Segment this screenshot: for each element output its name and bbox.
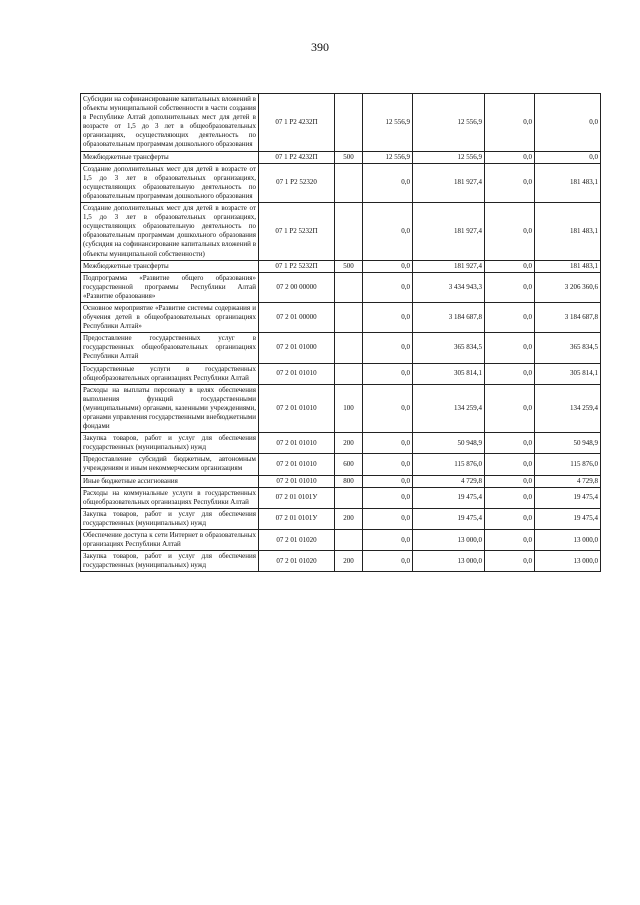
amount-4-cell: 3 206 360,6 xyxy=(535,272,601,302)
target-code-cell: 07 2 01 01010 xyxy=(259,384,335,432)
amount-3-cell: 0,0 xyxy=(485,508,535,529)
expense-type-cell xyxy=(335,203,363,261)
expense-name-cell: Расходы на коммунальные услуги в государственных общеобразовательных организациях Республики Алтай xyxy=(81,487,259,508)
amount-2-cell: 13 000,0 xyxy=(413,530,485,551)
expense-name-cell: Межбюджетные трансферты xyxy=(81,260,259,272)
amount-3-cell: 0,0 xyxy=(485,163,535,202)
amount-3-cell: 0,0 xyxy=(485,384,535,432)
table-row xyxy=(81,333,601,363)
table-row xyxy=(81,487,601,508)
amount-2-cell: 181 927,4 xyxy=(413,260,485,272)
amount-4-cell: 305 814,1 xyxy=(535,363,601,384)
table-row xyxy=(81,508,601,529)
target-code-cell: 07 2 01 0101У xyxy=(259,508,335,529)
amount-3-cell: 0,0 xyxy=(485,302,535,332)
expense-type-cell xyxy=(335,530,363,551)
target-code-cell: 07 2 01 01020 xyxy=(259,530,335,551)
expense-type-cell: 800 xyxy=(335,475,363,487)
expense-name-cell: Предоставление государственных услуг в государственных общеобразовательных организациях Республики Алтай xyxy=(81,333,259,363)
expense-type-cell xyxy=(335,487,363,508)
target-code-cell: 07 1 P2 4232П xyxy=(259,151,335,163)
target-code-cell: 07 2 01 01000 xyxy=(259,333,335,363)
amount-3-cell: 0,0 xyxy=(485,454,535,475)
amount-2-cell: 19 475,4 xyxy=(413,508,485,529)
amount-2-cell: 4 729,8 xyxy=(413,475,485,487)
table-row xyxy=(81,163,601,202)
amount-1-cell: 0,0 xyxy=(363,384,413,432)
amount-1-cell: 0,0 xyxy=(363,433,413,454)
amount-1-cell: 0,0 xyxy=(363,333,413,363)
table-row xyxy=(81,454,601,475)
amount-4-cell: 134 259,4 xyxy=(535,384,601,432)
amount-4-cell: 3 184 687,8 xyxy=(535,302,601,332)
amount-1-cell: 0,0 xyxy=(363,363,413,384)
amount-4-cell: 50 948,9 xyxy=(535,433,601,454)
expense-type-cell: 600 xyxy=(335,454,363,475)
amount-4-cell: 365 834,5 xyxy=(535,333,601,363)
amount-3-cell: 0,0 xyxy=(485,433,535,454)
target-code-cell: 07 1 P2 52320 xyxy=(259,163,335,202)
expense-name-cell: Подпрограмма «Развитие общего образования» государственной программы Республики Алтай «Развитие образования» xyxy=(81,272,259,302)
budget-table xyxy=(80,93,601,572)
amount-3-cell: 0,0 xyxy=(485,363,535,384)
expense-type-cell: 500 xyxy=(335,151,363,163)
expense-type-cell: 100 xyxy=(335,384,363,432)
amount-1-cell: 0,0 xyxy=(363,272,413,302)
expense-name-cell: Субсидии на софинансирование капитальных вложений в объекты муниципальной собственности в части создания в Республике Алтай дополнительных мест для детей в возрасте от 1,5 до 3 лет в общеобразовательных организациях, осуществляющих деятельность по образовательным программам дошкольного образования xyxy=(81,94,259,152)
expense-name-cell: Иные бюджетные ассигнования xyxy=(81,475,259,487)
expense-type-cell xyxy=(335,272,363,302)
expense-name-cell: Создание дополнительных мест для детей в возрасте от 1,5 до 3 лет в образовательных организациях, осуществляющих образовательную деятельность по образовательным программам дошкольного образования xyxy=(81,163,259,202)
expense-name-cell: Расходы на выплаты персоналу в целях обеспечения выполнения функций государственными (муниципальными) органами, казенными учреждениями, органами управления государственными внебюджетными фондами xyxy=(81,384,259,432)
amount-3-cell: 0,0 xyxy=(485,333,535,363)
amount-3-cell: 0,0 xyxy=(485,487,535,508)
expense-type-cell xyxy=(335,302,363,332)
amount-4-cell: 115 876,0 xyxy=(535,454,601,475)
amount-2-cell: 12 556,9 xyxy=(413,151,485,163)
amount-3-cell: 0,0 xyxy=(485,475,535,487)
target-code-cell: 07 1 P2 4232П xyxy=(259,94,335,152)
target-code-cell: 07 2 01 0101У xyxy=(259,487,335,508)
target-code-cell: 07 2 01 01010 xyxy=(259,454,335,475)
expense-name-cell: Основное мероприятие «Развитие системы содержания и обучения детей в общеобразовательных организациях Республики Алтай» xyxy=(81,302,259,332)
target-code-cell: 07 2 01 01010 xyxy=(259,475,335,487)
amount-1-cell: 0,0 xyxy=(363,203,413,261)
expense-type-cell: 500 xyxy=(335,260,363,272)
amount-2-cell: 3 434 943,3 xyxy=(413,272,485,302)
amount-4-cell: 4 729,8 xyxy=(535,475,601,487)
expense-type-cell: 200 xyxy=(335,551,363,572)
target-code-cell: 07 1 P2 5232П xyxy=(259,203,335,261)
amount-3-cell: 0,0 xyxy=(485,260,535,272)
expense-name-cell: Закупка товаров, работ и услуг для обеспечения государственных (муниципальных) нужд xyxy=(81,551,259,572)
target-code-cell: 07 1 P2 5232П xyxy=(259,260,335,272)
table-row xyxy=(81,384,601,432)
expense-type-cell: 200 xyxy=(335,508,363,529)
amount-2-cell: 50 948,9 xyxy=(413,433,485,454)
amount-2-cell: 115 876,0 xyxy=(413,454,485,475)
amount-2-cell: 181 927,4 xyxy=(413,163,485,202)
amount-2-cell: 3 184 687,8 xyxy=(413,302,485,332)
amount-2-cell: 13 000,0 xyxy=(413,551,485,572)
amount-1-cell: 12 556,9 xyxy=(363,94,413,152)
target-code-cell: 07 2 01 01020 xyxy=(259,551,335,572)
amount-3-cell: 0,0 xyxy=(485,551,535,572)
amount-1-cell: 0,0 xyxy=(363,551,413,572)
table-row xyxy=(81,433,601,454)
table-body xyxy=(81,94,601,572)
table-row xyxy=(81,551,601,572)
amount-3-cell: 0,0 xyxy=(485,203,535,261)
amount-3-cell: 0,0 xyxy=(485,151,535,163)
table-row xyxy=(81,151,601,163)
amount-1-cell: 0,0 xyxy=(363,163,413,202)
target-code-cell: 07 2 01 01010 xyxy=(259,433,335,454)
expense-name-cell: Закупка товаров, работ и услуг для обеспечения государственных (муниципальных) нужд xyxy=(81,508,259,529)
expense-name-cell: Закупка товаров, работ и услуг для обеспечения государственных (муниципальных) нужд xyxy=(81,433,259,454)
table-row xyxy=(81,302,601,332)
amount-4-cell: 19 475,4 xyxy=(535,508,601,529)
amount-1-cell: 0,0 xyxy=(363,508,413,529)
amount-1-cell: 0,0 xyxy=(363,260,413,272)
amount-2-cell: 181 927,4 xyxy=(413,203,485,261)
amount-1-cell: 0,0 xyxy=(363,302,413,332)
table-row xyxy=(81,94,601,152)
expense-name-cell: Создание дополнительных мест для детей в возрасте от 1,5 до 3 лет в образовательных организациях, осуществляющих образовательную деятельность по образовательным программам дошкольного образования (субсидия на софинансирование капитальных вложений в объекты муниципальной собственности) xyxy=(81,203,259,261)
table-row xyxy=(81,203,601,261)
amount-3-cell: 0,0 xyxy=(485,530,535,551)
amount-1-cell: 0,0 xyxy=(363,487,413,508)
amount-4-cell: 13 000,0 xyxy=(535,551,601,572)
target-code-cell: 07 2 00 00000 xyxy=(259,272,335,302)
expense-type-cell xyxy=(335,94,363,152)
amount-2-cell: 19 475,4 xyxy=(413,487,485,508)
amount-4-cell: 181 483,1 xyxy=(535,163,601,202)
expense-name-cell: Государственные услуги в государственных общеобразовательных организациях Республики Алтай xyxy=(81,363,259,384)
amount-1-cell: 0,0 xyxy=(363,530,413,551)
target-code-cell: 07 2 01 00000 xyxy=(259,302,335,332)
table-row xyxy=(81,363,601,384)
amount-4-cell: 19 475,4 xyxy=(535,487,601,508)
amount-1-cell: 0,0 xyxy=(363,454,413,475)
table-row xyxy=(81,475,601,487)
amount-1-cell: 12 556,9 xyxy=(363,151,413,163)
expense-type-cell xyxy=(335,333,363,363)
target-code-cell: 07 2 01 01010 xyxy=(259,363,335,384)
amount-3-cell: 0,0 xyxy=(485,272,535,302)
expense-name-cell: Обеспечение доступа к сети Интернет в образовательных организациях Республики Алтай xyxy=(81,530,259,551)
expense-name-cell: Предоставление субсидий бюджетным, автономным учреждениям и иным некоммерческим организациям xyxy=(81,454,259,475)
table-row xyxy=(81,260,601,272)
amount-3-cell: 0,0 xyxy=(485,94,535,152)
amount-1-cell: 0,0 xyxy=(363,475,413,487)
amount-4-cell: 181 483,1 xyxy=(535,260,601,272)
table-row xyxy=(81,272,601,302)
amount-2-cell: 12 556,9 xyxy=(413,94,485,152)
page-number: 390 xyxy=(311,40,329,54)
amount-4-cell: 0,0 xyxy=(535,94,601,152)
amount-4-cell: 181 483,1 xyxy=(535,203,601,261)
amount-4-cell: 0,0 xyxy=(535,151,601,163)
amount-2-cell: 365 834,5 xyxy=(413,333,485,363)
amount-2-cell: 305 814,1 xyxy=(413,363,485,384)
table-row xyxy=(81,530,601,551)
amount-2-cell: 134 259,4 xyxy=(413,384,485,432)
amount-4-cell: 13 000,0 xyxy=(535,530,601,551)
expense-name-cell: Межбюджетные трансферты xyxy=(81,151,259,163)
expense-type-cell: 200 xyxy=(335,433,363,454)
expense-type-cell xyxy=(335,163,363,202)
expense-type-cell xyxy=(335,363,363,384)
